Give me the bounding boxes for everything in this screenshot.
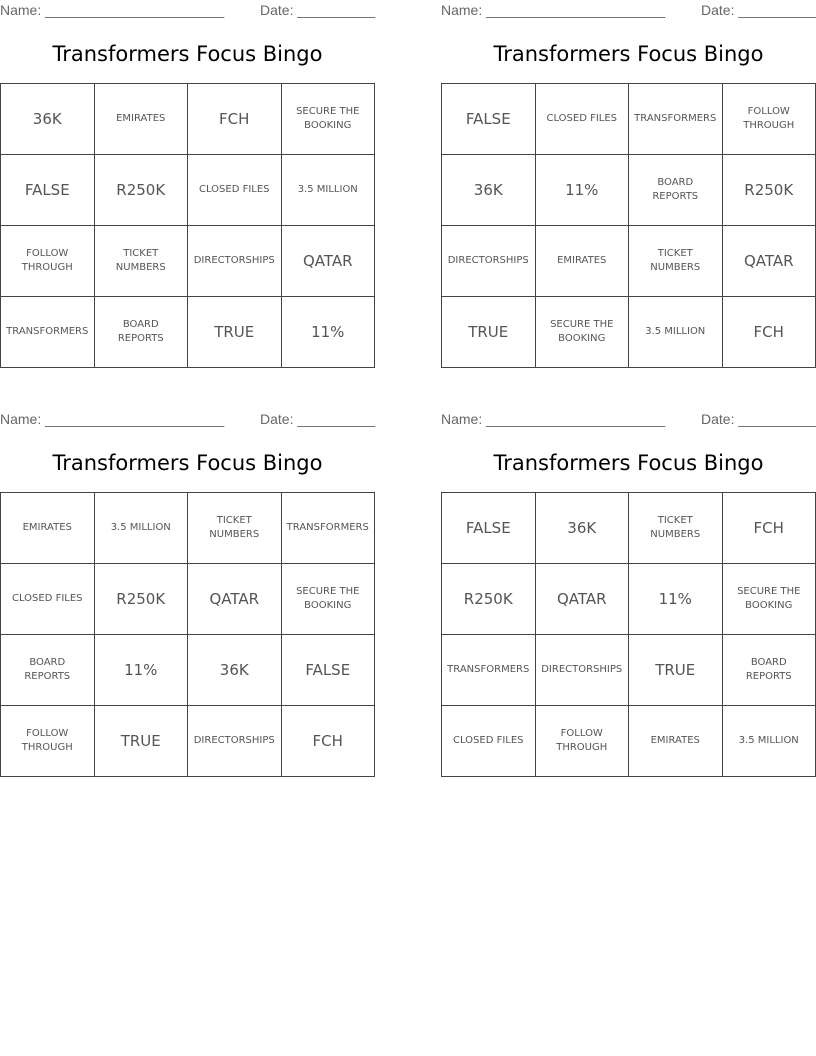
bingo-cell: 3.5 MILLION bbox=[629, 297, 723, 368]
bingo-card bbox=[0, 409, 375, 774]
bingo-row bbox=[442, 297, 816, 368]
bingo-row bbox=[1, 493, 375, 564]
bingo-cell: TICKET NUMBERS bbox=[188, 493, 282, 564]
bingo-cell: 11% bbox=[281, 297, 375, 368]
bingo-cell: TRUE bbox=[629, 635, 723, 706]
name-field-label: Name: _______________________ bbox=[441, 2, 666, 18]
card-title: Transformers Focus Bingo bbox=[52, 451, 323, 475]
date-field-label: Date: __________ bbox=[260, 411, 376, 427]
bingo-cell: R250K bbox=[442, 564, 536, 635]
date-field-label: Date: __________ bbox=[701, 2, 816, 18]
bingo-cell: EMIRATES bbox=[629, 706, 723, 777]
bingo-cell: FOLLOW THROUGH bbox=[1, 706, 95, 777]
card-title: Transformers Focus Bingo bbox=[493, 451, 764, 475]
bingo-cell: CLOSED FILES bbox=[1, 564, 95, 635]
bingo-cell: R250K bbox=[94, 564, 188, 635]
bingo-cell: SECURE THE BOOKING bbox=[281, 84, 375, 155]
bingo-row bbox=[1, 706, 375, 777]
bingo-row bbox=[442, 84, 816, 155]
bingo-cell: TRANSFORMERS bbox=[1, 297, 95, 368]
bingo-cell: BOARD REPORTS bbox=[722, 635, 816, 706]
bingo-row bbox=[1, 635, 375, 706]
bingo-cell: TRUE bbox=[188, 297, 282, 368]
bingo-cell: SECURE THE BOOKING bbox=[535, 297, 629, 368]
bingo-cell: TICKET NUMBERS bbox=[94, 226, 188, 297]
bingo-cell: FOLLOW THROUGH bbox=[1, 226, 95, 297]
bingo-cell: FCH bbox=[188, 84, 282, 155]
name-field-label: Name: _______________________ bbox=[0, 2, 225, 18]
bingo-cell: QATAR bbox=[535, 564, 629, 635]
bingo-card bbox=[441, 409, 816, 774]
bingo-cell: QATAR bbox=[188, 564, 282, 635]
bingo-cell: FCH bbox=[281, 706, 375, 777]
bingo-grid bbox=[441, 492, 816, 777]
bingo-cell: 3.5 MILLION bbox=[281, 155, 375, 226]
bingo-cell: FALSE bbox=[442, 493, 536, 564]
bingo-cell: BOARD REPORTS bbox=[1, 635, 95, 706]
bingo-card bbox=[0, 0, 375, 365]
bingo-cell: DIRECTORSHIPS bbox=[442, 226, 536, 297]
bingo-cell: FALSE bbox=[1, 155, 95, 226]
bingo-cell: TRANSFORMERS bbox=[442, 635, 536, 706]
bingo-row bbox=[442, 493, 816, 564]
bingo-cell: FOLLOW THROUGH bbox=[722, 84, 816, 155]
bingo-cell: TRANSFORMERS bbox=[281, 493, 375, 564]
bingo-cell: 36K bbox=[1, 84, 95, 155]
bingo-cell: 3.5 MILLION bbox=[722, 706, 816, 777]
bingo-cell: FCH bbox=[722, 297, 816, 368]
bingo-cell: BOARD REPORTS bbox=[629, 155, 723, 226]
name-field-label: Name: _______________________ bbox=[0, 411, 225, 427]
bingo-cell: R250K bbox=[94, 155, 188, 226]
bingo-cell: FALSE bbox=[442, 84, 536, 155]
bingo-row bbox=[1, 297, 375, 368]
bingo-row bbox=[1, 84, 375, 155]
card-title: Transformers Focus Bingo bbox=[493, 42, 764, 66]
bingo-grid bbox=[441, 83, 816, 368]
bingo-cell: EMIRATES bbox=[1, 493, 95, 564]
bingo-cell: 36K bbox=[442, 155, 536, 226]
bingo-cell: FCH bbox=[722, 493, 816, 564]
bingo-row bbox=[442, 635, 816, 706]
date-field-label: Date: __________ bbox=[260, 2, 376, 18]
bingo-cell: 36K bbox=[535, 493, 629, 564]
bingo-cell: TICKET NUMBERS bbox=[629, 493, 723, 564]
bingo-cell: FALSE bbox=[281, 635, 375, 706]
bingo-cell: 3.5 MILLION bbox=[94, 493, 188, 564]
bingo-cell: TRUE bbox=[442, 297, 536, 368]
bingo-cell: DIRECTORSHIPS bbox=[188, 706, 282, 777]
bingo-cell: SECURE THE BOOKING bbox=[281, 564, 375, 635]
bingo-cell: 36K bbox=[188, 635, 282, 706]
bingo-row bbox=[1, 226, 375, 297]
bingo-cell: 11% bbox=[629, 564, 723, 635]
bingo-cell: CLOSED FILES bbox=[442, 706, 536, 777]
bingo-cell: DIRECTORSHIPS bbox=[535, 635, 629, 706]
bingo-cell: R250K bbox=[722, 155, 816, 226]
bingo-cell: 11% bbox=[94, 635, 188, 706]
date-field-label: Date: __________ bbox=[701, 411, 816, 427]
bingo-grid bbox=[0, 83, 375, 368]
bingo-cell: EMIRATES bbox=[94, 84, 188, 155]
bingo-cell: CLOSED FILES bbox=[535, 84, 629, 155]
bingo-cell: 11% bbox=[535, 155, 629, 226]
name-field-label: Name: _______________________ bbox=[441, 411, 666, 427]
bingo-row bbox=[442, 226, 816, 297]
bingo-cell: QATAR bbox=[281, 226, 375, 297]
bingo-row bbox=[442, 706, 816, 777]
bingo-cell: FOLLOW THROUGH bbox=[535, 706, 629, 777]
bingo-cell: EMIRATES bbox=[535, 226, 629, 297]
card-title: Transformers Focus Bingo bbox=[52, 42, 323, 66]
bingo-cell: TRUE bbox=[94, 706, 188, 777]
bingo-row bbox=[1, 155, 375, 226]
bingo-cell: QATAR bbox=[722, 226, 816, 297]
bingo-row bbox=[1, 564, 375, 635]
bingo-cell: SECURE THE BOOKING bbox=[722, 564, 816, 635]
bingo-cell: TICKET NUMBERS bbox=[629, 226, 723, 297]
bingo-cell: DIRECTORSHIPS bbox=[188, 226, 282, 297]
bingo-cell: BOARD REPORTS bbox=[94, 297, 188, 368]
bingo-row bbox=[442, 564, 816, 635]
bingo-cell: TRANSFORMERS bbox=[629, 84, 723, 155]
bingo-card bbox=[441, 0, 816, 365]
bingo-row bbox=[442, 155, 816, 226]
bingo-grid bbox=[0, 492, 375, 777]
bingo-cell: CLOSED FILES bbox=[188, 155, 282, 226]
